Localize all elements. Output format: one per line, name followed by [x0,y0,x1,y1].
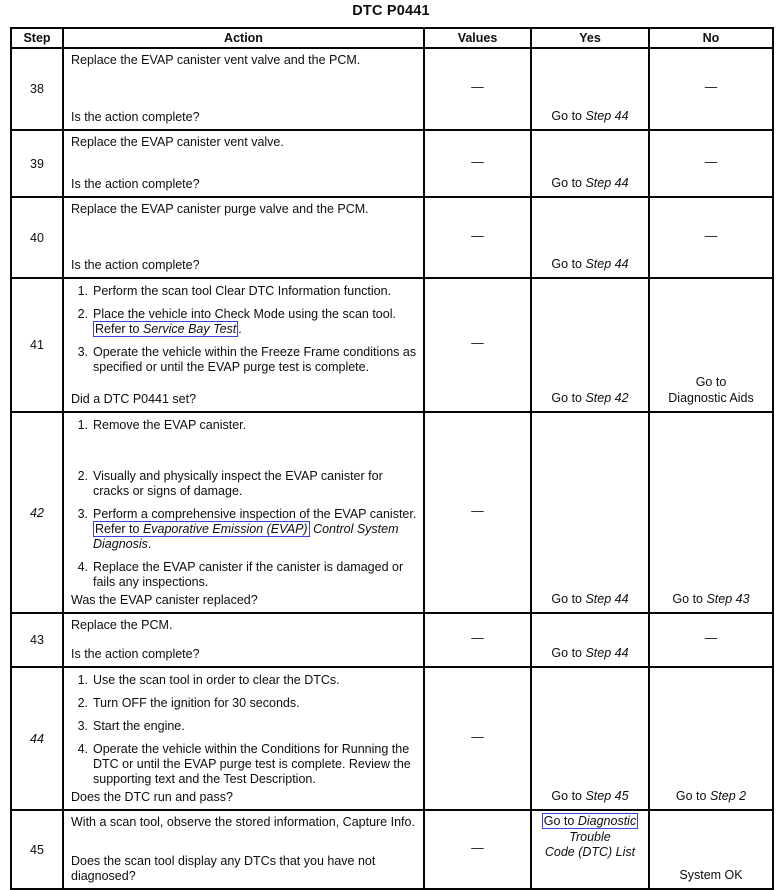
no-cell [649,48,773,130]
cell-line [705,155,718,171]
text-segment: Code (DTC) List [544,845,636,859]
no-cell [649,412,773,613]
no-cell [649,197,773,278]
text-segment: Step 44 [585,175,629,190]
yes-cell [531,197,649,278]
text-segment: Replace the EVAP canister if the canister is damaged or fails any inspections. [93,560,404,589]
action-list-item [71,719,417,734]
item-number: 1. [77,418,88,432]
col-header-step: Step [11,28,63,48]
reference-link-text: Evaporative Emission (EVAP) [142,522,308,536]
text-segment: Remove the EVAP canister. [93,418,247,432]
text-segment: Go to [551,390,586,405]
action-cell [63,667,424,810]
yes-cell-content [532,279,648,411]
text-segment: System OK [679,867,743,882]
table-row [11,412,773,613]
action-intro [71,53,417,68]
no-cell-content [650,668,772,809]
step-cell [11,810,63,889]
reference-link[interactable] [542,813,638,829]
yes-cell [531,810,649,889]
values-dash: — [471,336,484,351]
reference-link-text: Diagnostic [577,814,637,828]
text-segment: Visually and physically inspect the EVAP canister for cracks or signs of damage. [93,469,383,498]
yes-cell-content [532,811,648,888]
table-row [11,130,773,197]
step-number: 41 [30,338,44,352]
text-segment: Go to [551,645,586,660]
step-number: 40 [30,230,44,245]
item-text [93,719,417,734]
col-header-no: No [649,28,773,48]
col-header-action: Action [63,28,424,48]
table-row [11,667,773,810]
step-number: 45 [30,842,44,857]
step-cell [11,197,63,278]
item-text [93,284,417,299]
action-question: Is the action complete? [71,177,200,191]
table-row [11,810,773,889]
action-list-item [71,307,417,337]
yes-cell-content [532,413,648,612]
text-segment: Place the vehicle into Check Mode using the scan tool. [93,307,396,321]
table-row [11,278,773,412]
item-text [93,345,417,375]
cell-line [679,868,742,884]
item-text [93,742,417,787]
cell-line [551,257,628,273]
action-list-item [71,345,417,375]
cell-line [551,391,628,407]
text-segment: . [238,322,242,336]
no-cell [649,810,773,889]
cell-line [569,830,610,846]
values-cell [424,130,531,197]
item-text [93,673,417,688]
yes-cell [531,613,649,667]
step-number: 38 [30,82,44,96]
action-question: Is the action complete? [71,258,200,272]
action-question: Does the scan tool display any DTCs that you have not diagnosed? [71,854,376,883]
text-segment: Turn OFF the ignition for 30 seconds. [93,696,300,710]
action-list-item [71,742,417,787]
no-cell-content [650,811,772,888]
no-cell [649,278,773,412]
no-cell-content [650,614,772,666]
no-cell [649,130,773,197]
values-dash: — [471,228,484,243]
yes-cell [531,667,649,810]
table-row [11,613,773,667]
no-cell [649,613,773,667]
page-title: DTC P0441 [352,3,430,19]
reference-link-text: Refer to [95,322,143,336]
values-cell [424,278,531,412]
item-number: 1. [77,284,88,298]
text-segment: Diagnostic Aids [668,390,754,405]
text-segment: Go to [551,256,586,271]
cell-line [542,814,638,830]
cell-line [551,646,628,662]
dtc-diagnostic-table [10,27,774,890]
no-cell-content [650,49,772,129]
action-cell [63,613,424,667]
no-cell-content [650,131,772,196]
reference-link[interactable] [93,321,238,337]
text-segment: Start the engine. [93,719,185,733]
cell-line [705,229,718,245]
values-dash: — [471,631,484,646]
values-cell [424,613,531,667]
col-header-yes: Yes [531,28,649,48]
text-segment: Use the scan tool in order to clear the DTCs. [93,673,340,687]
item-text [93,469,417,499]
cell-line [551,109,628,125]
text-segment: — [704,80,718,95]
no-cell-content [650,198,772,277]
text-segment: Go to [672,591,707,606]
text-segment: Operate the vehicle within the Conditions for Running the DTC or until the EVAP purge test is complete. Review the supporting text and the Test Description. [93,742,411,786]
action-question: Was the EVAP canister replaced? [71,593,258,607]
values-dash: — [471,729,484,744]
text-segment: Replace the EVAP canister vent valve and the PCM. [71,53,361,67]
step-cell [11,278,63,412]
cell-line [545,845,635,861]
values-dash: — [471,503,484,518]
values-dash: — [471,80,484,95]
step-cell [11,130,63,197]
table-header-row [11,28,773,48]
item-number: 3. [77,507,88,521]
text-segment: Trouble [569,829,611,844]
text-segment: Go to [695,375,727,389]
reference-link-text: Refer to [95,522,143,536]
action-intro [71,815,417,830]
text-segment: — [704,154,718,169]
text-segment: Step 44 [585,256,629,271]
yes-cell [531,412,649,613]
item-text [93,418,417,433]
action-intro [71,135,417,150]
cell-line [551,176,628,192]
yes-cell-content [532,49,648,129]
text-segment: Step 44 [585,108,629,123]
yes-cell-content [532,131,648,196]
values-cell [424,810,531,889]
text-segment: Replace the EVAP canister purge valve and the PCM. [71,202,369,216]
action-intro [71,618,417,633]
step-cell [11,613,63,667]
cell-line [668,391,753,407]
item-text [93,507,417,552]
item-text [93,696,417,711]
yes-cell-content [532,614,648,666]
item-number: 3. [77,345,88,359]
cell-line [551,789,628,805]
item-text [93,307,417,337]
text-segment: Go to [551,175,586,190]
yes-cell [531,130,649,197]
yes-cell [531,48,649,130]
values-cell [424,197,531,278]
item-number: 2. [77,469,88,483]
text-segment: Step 44 [585,645,629,660]
action-question: Did a DTC P0441 set? [71,392,197,406]
action-cell [63,278,424,412]
values-cell [424,667,531,810]
action-list-item [71,560,417,590]
text-segment: Perform a comprehensive inspection of the EVAP canister. [93,507,417,521]
step-number: 44 [30,731,44,746]
cell-line [705,631,718,647]
values-dash: — [471,154,484,169]
action-list-item [71,418,417,433]
text-segment: Step 2 [709,788,747,803]
action-cell [63,197,424,278]
text-segment: Operate the vehicle within the Freeze Frame conditions as specified or until the EVAP purge test is complete. [93,345,417,374]
no-cell-content [650,279,772,411]
yes-cell-content [532,668,648,809]
table-row [11,197,773,278]
item-number: 1. [77,673,88,687]
yes-cell [531,278,649,412]
step-cell [11,667,63,810]
text-segment: — [704,228,718,243]
cell-line [551,592,628,608]
text-segment: With a scan tool, observe the stored information, Capture Info. [71,815,415,829]
no-cell [649,667,773,810]
item-number: 2. [77,307,88,321]
table-row [11,48,773,130]
text-segment: Control System Diagnosis [93,522,399,551]
cell-line [696,375,727,391]
text-segment: Go to [551,788,586,803]
no-cell-content [650,413,772,612]
text-segment: . [147,537,152,551]
action-question: Is the action complete? [71,647,200,661]
cell-line [676,789,746,805]
action-list-item [71,507,417,552]
values-cell [424,48,531,130]
step-number: 42 [30,505,44,520]
yes-cell-content [532,198,648,277]
action-list-item [71,284,417,299]
action-list-item [71,673,417,688]
action-cell [63,130,424,197]
step-cell [11,412,63,613]
text-segment: Step 45 [585,788,629,803]
text-segment: Replace the PCM. [71,618,173,632]
text-segment: — [704,631,718,646]
action-cell [63,810,424,889]
action-cell [63,48,424,130]
item-number: 4. [77,560,88,574]
step-cell [11,48,63,130]
reference-link-text: Go to [543,814,578,828]
action-question: Is the action complete? [71,110,200,124]
cell-line [672,592,749,608]
text-segment: Perform the scan tool Clear DTC Information function. [93,284,392,298]
text-segment: Replace the EVAP canister vent valve. [71,135,284,149]
action-intro [71,202,417,217]
item-number: 3. [77,719,88,733]
item-number: 4. [77,742,88,756]
text-segment: Go to [551,108,586,123]
values-dash: — [471,840,484,855]
values-cell [424,412,531,613]
action-list-item [71,696,417,711]
action-list-item [71,469,417,499]
text-segment: Go to [551,591,586,606]
step-number: 39 [30,156,44,171]
reference-link-text: Service Bay Test [142,322,237,336]
text-segment: Step 43 [706,591,750,606]
col-header-values: Values [424,28,531,48]
item-number: 2. [77,696,88,710]
action-cell [63,412,424,613]
action-question: Does the DTC run and pass? [71,790,233,804]
text-segment: Step 44 [585,591,629,606]
reference-link[interactable] [93,521,310,537]
cell-line [705,80,718,96]
text-segment: Step 42 [585,390,629,405]
step-number: 43 [30,633,44,647]
item-text [93,560,417,590]
text-segment: Go to [675,788,710,803]
